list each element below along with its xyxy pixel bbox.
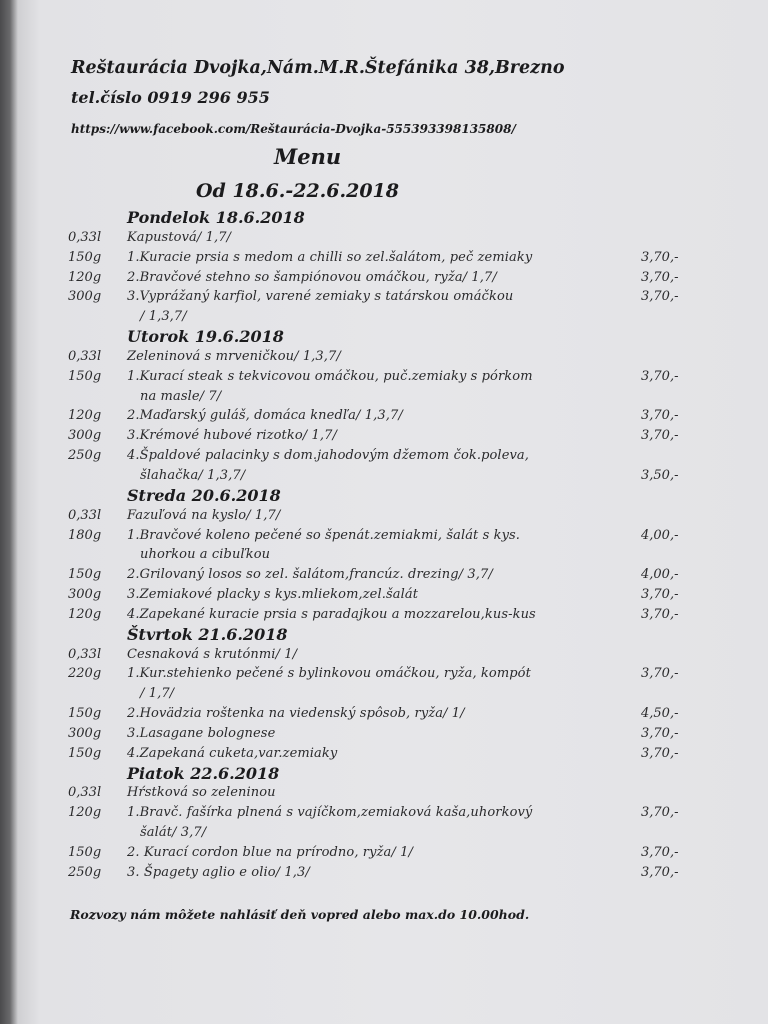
menu-item-line [0, 287, 768, 307]
item-description: 1.Kur.stehienko pečené s bylinkovou omáčkou, ryža, kompót [127, 666, 531, 682]
item-portion: 300g [68, 587, 102, 603]
phone-number: tel.číslo 0919 296 955 [71, 88, 270, 107]
item-price: 3,70,- [641, 725, 679, 741]
menu-item-line [0, 228, 768, 248]
menu-item [0, 426, 768, 446]
item-price: 4,00,- [641, 567, 679, 583]
item-description: 2.Bravčové stehno so šampiónovou omáčkou, ryža/ 1,7/ [127, 269, 497, 285]
item-description: / 1,7/ [140, 686, 175, 702]
menu-item [0, 228, 768, 248]
menu-item [0, 565, 768, 585]
item-portion: 150g [68, 706, 102, 722]
item-description: uhorkou a cibuľkou [140, 547, 271, 563]
menu-item-continuation [0, 545, 768, 565]
item-portion: 0,33l [68, 646, 102, 662]
menu-item [0, 863, 768, 883]
menu-item [0, 645, 768, 665]
item-portion: 150g [68, 845, 102, 860]
menu-item-line [0, 744, 768, 764]
item-portion: 300g [68, 428, 102, 444]
item-price: 4,50,- [641, 706, 679, 722]
menu-item [0, 406, 768, 426]
menu-item-line [0, 506, 768, 526]
day-section [0, 486, 768, 625]
menu-item [0, 783, 768, 803]
item-portion: 0,33l [68, 785, 102, 801]
menu-item-line [0, 426, 768, 446]
menu-item [0, 585, 768, 605]
item-portion: 150g [68, 249, 102, 265]
day-section [0, 625, 768, 764]
item-description: 1.Kuracie prsia s medom a chilli so zel.šalátom, peč zemiaky [127, 249, 533, 265]
item-description: 3.Krémové hubové rizotko/ 1,7/ [127, 428, 337, 444]
item-portion: 120g [68, 269, 102, 285]
day-heading: Piatok 22.6.2018 [127, 763, 280, 783]
menu-item-line [0, 367, 768, 387]
facebook-url: https://www.facebook.com/Reštaurácia-Dvojka-555393398135808/ [71, 122, 516, 136]
item-description: / 1,3,7/ [140, 309, 187, 325]
menu-item-line [0, 347, 768, 367]
item-description: 2.Hovädzia roštenka na viedenský spôsob, ryža/ 1/ [127, 706, 465, 722]
item-portion: 300g [68, 725, 102, 741]
day-section [0, 208, 768, 327]
day-heading: Pondelok 18.6.2018 [127, 208, 305, 227]
menu-item [0, 446, 768, 486]
menu-item [0, 724, 768, 744]
item-price: 3,70,- [641, 269, 679, 285]
menu-heading: Menu [274, 144, 342, 169]
menu-period: Od 18.6.-22.6.2018 [196, 180, 399, 202]
item-description: Hŕstková so zeleninou [127, 785, 276, 801]
item-description: 3.Lasagane bolognese [127, 725, 276, 741]
menu-item-continuation [0, 387, 768, 407]
item-price: 3,70,- [641, 606, 679, 622]
item-description: 1.Kurací steak s tekvicovou omáčkou, puč.zemiaky s pórkom [127, 368, 533, 384]
menu-item-line [0, 704, 768, 724]
item-portion: 150g [68, 368, 102, 384]
menu-item [0, 248, 768, 268]
menu-item [0, 506, 768, 526]
menu-item [0, 367, 768, 407]
menu-item-line [0, 783, 768, 803]
item-portion: 120g [68, 408, 102, 424]
item-price: 3,70,- [641, 666, 679, 682]
item-portion: 300g [68, 289, 102, 305]
item-portion: 150g [68, 567, 102, 583]
menu-item-line [0, 843, 768, 863]
item-price: 3,70,- [641, 408, 679, 424]
item-portion: 120g [68, 805, 102, 821]
item-description: 4.Zapekané kuracie prsia s paradajkou a mozzarelou,kus-kus [127, 606, 536, 622]
day-heading: Utorok 19.6.2018 [127, 327, 284, 347]
menu-item-continuation [0, 466, 768, 486]
item-description: šlahačka/ 1,3,7/ [140, 467, 246, 483]
menu-item-continuation [0, 684, 768, 704]
menu-item-continuation [0, 307, 768, 327]
menu-item-line [0, 248, 768, 268]
item-price: 3,70,- [641, 368, 679, 384]
restaurant-title: Reštaurácia Dvojka,Nám.M.R.Štefánika 38,Brezno [71, 58, 565, 78]
item-portion: 120g [68, 606, 102, 622]
item-description: 4.Zapekaná cuketa,var.zemiaky [127, 745, 338, 761]
item-description: Kapustová/ 1,7/ [127, 229, 232, 245]
menu-body [0, 208, 768, 883]
menu-item [0, 287, 768, 327]
delivery-note: Rozvozy nám môžete nahlásiť deň vopred alebo max.do 10.00hod. [70, 907, 530, 922]
menu-item-line [0, 724, 768, 744]
item-description: Fazuľová na kyslo/ 1,7/ [127, 507, 281, 523]
item-description: 2. Kurací cordon blue na prírodno, ryža/ 1/ [127, 845, 413, 860]
day-section [0, 327, 768, 486]
menu-item-continuation [0, 823, 768, 843]
item-description: šalát/ 3,7/ [140, 825, 207, 841]
day-heading: Štvrtok 21.6.2018 [127, 624, 288, 644]
menu-item-line [0, 268, 768, 288]
menu-item [0, 526, 768, 566]
item-description: 2.Grilovaný losos so zel. šalátom,francúz. drezing/ 3,7/ [127, 567, 493, 583]
menu-item [0, 605, 768, 625]
item-price: 3,70,- [641, 805, 679, 821]
item-price: 3,70,- [641, 289, 679, 305]
menu-item-line [0, 645, 768, 665]
item-price: 4,00,- [641, 527, 679, 543]
day-section [0, 764, 768, 883]
menu-item [0, 744, 768, 764]
item-description: 3. Špagety aglio e olio/ 1,3/ [127, 864, 310, 880]
item-price: 3,70,- [641, 428, 679, 444]
item-price: 3,50,- [641, 467, 679, 483]
item-description: 4.Špaldové palacinky s dom.jahodovým džemom čok.poleva, [127, 448, 530, 464]
item-price: 3,70,- [641, 864, 679, 880]
menu-item-line [0, 585, 768, 605]
item-description: Zeleninová s mrveničkou/ 1,3,7/ [127, 348, 341, 364]
menu-item-line [0, 446, 768, 466]
item-description: 3.Zemiakové placky s kys.mliekom,zel.šalát [127, 587, 419, 603]
item-description: 2.Maďarský guláš, domáca knedľa/ 1,3,7/ [127, 408, 403, 424]
item-portion: 0,33l [68, 229, 102, 245]
menu-item-line [0, 803, 768, 823]
menu-item-line [0, 664, 768, 684]
item-portion: 0,33l [68, 348, 102, 364]
item-portion: 0,33l [68, 507, 102, 523]
menu-item-line [0, 526, 768, 546]
item-description: 1.Bravč. fašírka plnená s vajíčkom,zemiaková kaša,uhorkový [127, 805, 533, 821]
item-portion: 250g [68, 448, 102, 464]
item-price: 3,70,- [641, 845, 679, 860]
item-price: 3,70,- [641, 587, 679, 603]
menu-item-line [0, 406, 768, 426]
item-price: 3,70,- [641, 249, 679, 265]
menu-item [0, 843, 768, 863]
item-portion: 250g [68, 864, 102, 880]
menu-item [0, 347, 768, 367]
menu-item-line [0, 863, 768, 883]
menu-item [0, 664, 768, 704]
menu-item-line [0, 605, 768, 625]
item-description: Cesnaková s krutónmi/ 1/ [127, 646, 298, 662]
day-heading: Streda 20.6.2018 [127, 485, 281, 505]
item-description: 1.Bravčové koleno pečené so špenát.zemiakmi, šalát s kys. [127, 527, 521, 543]
item-portion: 180g [68, 527, 102, 543]
item-portion: 150g [68, 745, 102, 761]
item-description: 3.Vyprážaný karfiol, varené zemiaky s tatárskou omáčkou [127, 289, 514, 305]
menu-item [0, 803, 768, 843]
menu-item-line [0, 565, 768, 585]
item-price: 3,70,- [641, 745, 679, 761]
item-description: na masle/ 7/ [140, 388, 222, 404]
menu-item [0, 268, 768, 288]
item-portion: 220g [68, 666, 102, 682]
menu-item [0, 704, 768, 724]
